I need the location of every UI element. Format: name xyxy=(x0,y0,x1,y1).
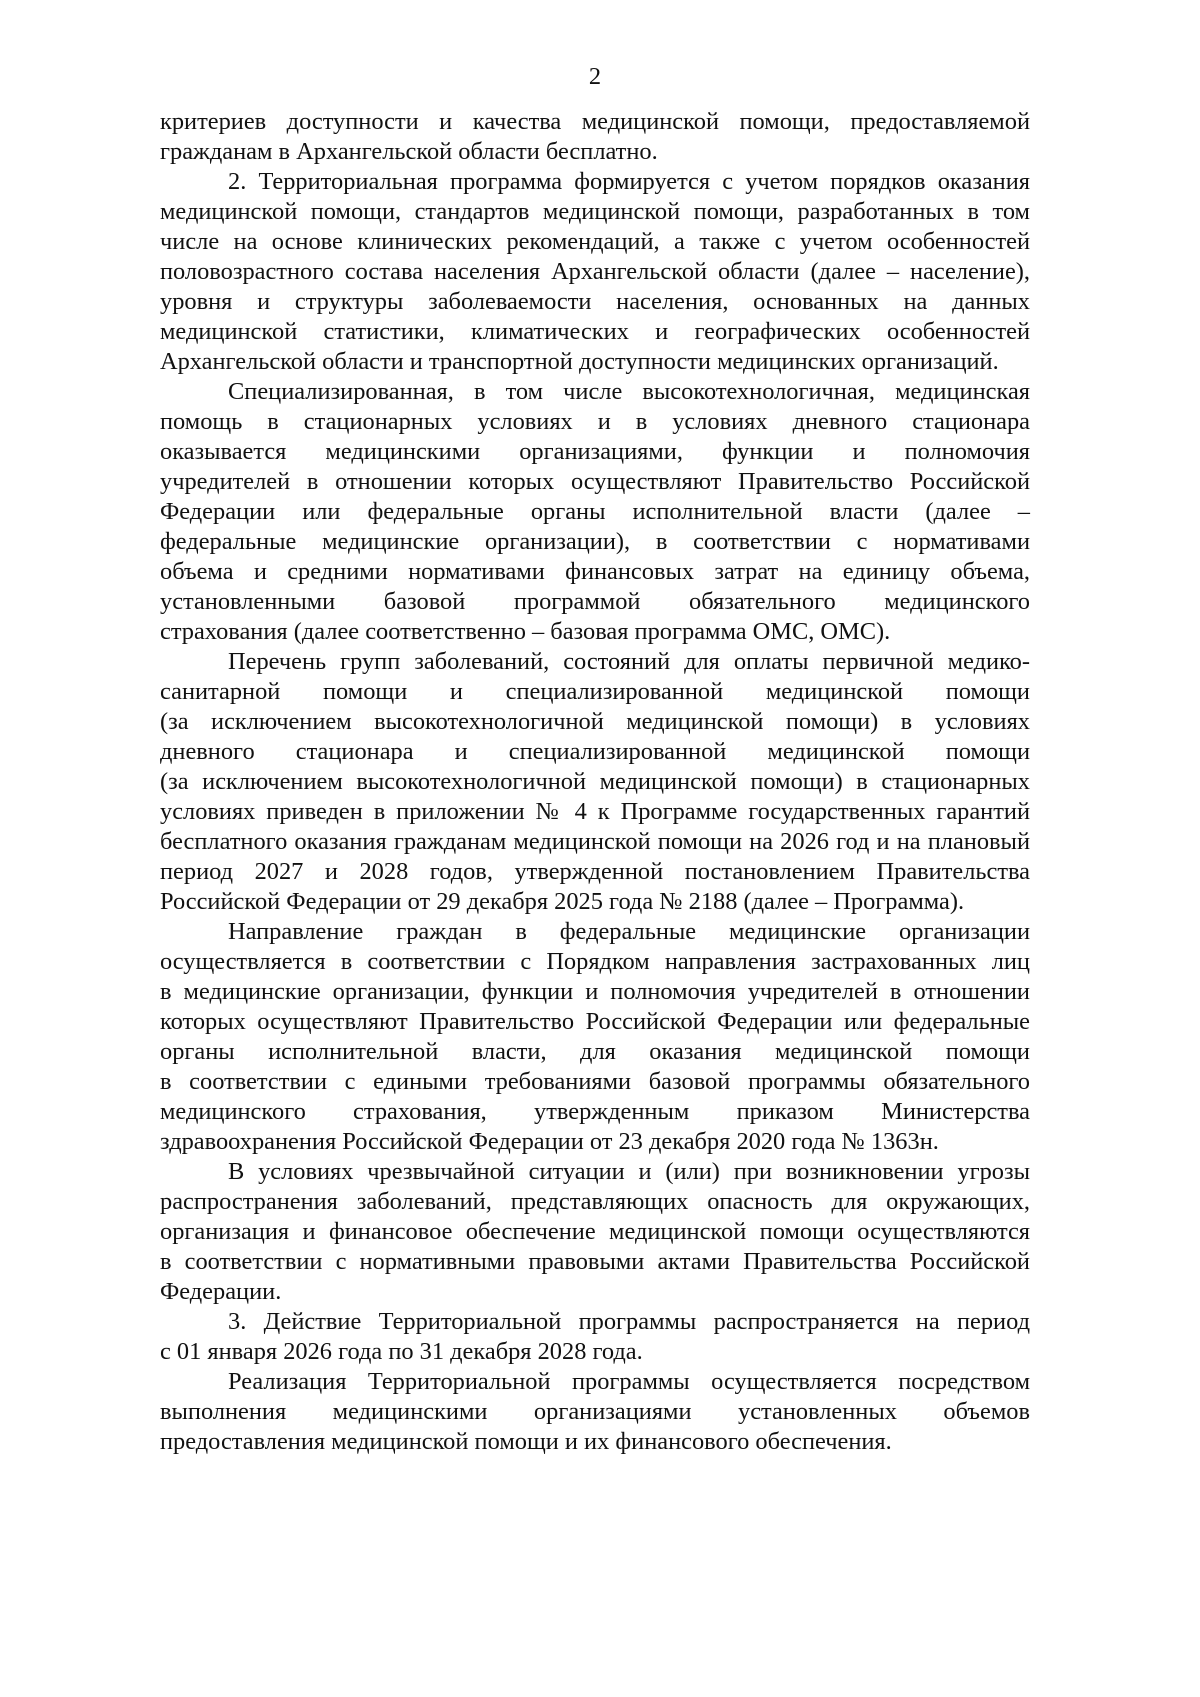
text-line: объема и средними нормативами финансовых затрат на единицу объема, xyxy=(160,558,1030,585)
text-line: в медицинские организации, функции и полномочия учредителей в отношении xyxy=(160,978,1030,1005)
text-line: период 2027 и 2028 годов, утвержденной постановлением Правительства xyxy=(160,858,1030,885)
text-line: организация и финансовое обеспечение медицинской помощи осуществляются xyxy=(160,1218,1030,1245)
text-line: в соответствии с нормативными правовыми актами Правительства Российской xyxy=(160,1248,1030,1275)
text-line: страхования (далее соответственно – базовая программа ОМС, ОМС). xyxy=(160,618,891,645)
text-line: (за исключением высокотехнологичной медицинской помощи) в условиях xyxy=(160,708,1030,735)
paragraph xyxy=(160,107,1030,167)
text-line: Федерации или федеральные органы исполнительной власти (далее – xyxy=(160,498,1030,525)
text-line: 3. Действие Территориальной программы распространяется на период xyxy=(228,1308,1030,1335)
text-line: предоставления медицинской помощи и их финансового обеспечения. xyxy=(160,1428,892,1455)
text-line: учредителей в отношении которых осуществляют Правительство Российской xyxy=(160,468,1030,495)
text-line: органы исполнительной власти, для оказания медицинской помощи xyxy=(160,1038,1030,1065)
text-line: в соответствии с едиными требованиями базовой программы обязательного xyxy=(160,1068,1030,1095)
text-line: условиях приведен в приложении № 4 к Программе государственных гарантий xyxy=(160,798,1030,825)
text-line: гражданам в Архангельской области бесплатно. xyxy=(160,138,658,165)
text-line: осуществляется в соответствии с Порядком направления застрахованных лиц xyxy=(160,948,1030,975)
paragraph xyxy=(160,917,1030,1157)
text-line: помощь в стационарных условиях и в условиях дневного стационара xyxy=(160,408,1030,435)
text-line: Федерации. xyxy=(160,1278,282,1305)
text-line: выполнения медицинскими организациями установленных объемов xyxy=(160,1398,1030,1425)
paragraph xyxy=(160,1157,1030,1307)
text-line: Направление граждан в федеральные медицинские организации xyxy=(228,918,1030,945)
text-line: Российской Федерации от 29 декабря 2025 года № 2188 (далее – Программа). xyxy=(160,888,965,915)
text-line: В условиях чрезвычайной ситуации и (или) при возникновении угрозы xyxy=(228,1158,1030,1185)
text-line: оказывается медицинскими организациями, функции и полномочия xyxy=(160,438,1030,465)
text-line: уровня и структуры заболеваемости населения, основанных на данных xyxy=(160,288,1030,315)
text-line: здравоохранения Российской Федерации от 23 декабря 2020 года № 1363н. xyxy=(160,1128,939,1155)
text-line: Специализированная, в том числе высокотехнологичная, медицинская xyxy=(228,378,1030,405)
paragraph xyxy=(160,377,1030,647)
text-line: санитарной помощи и специализированной медицинской помощи xyxy=(160,678,1030,705)
paragraph xyxy=(160,167,1030,377)
text-line: числе на основе клинических рекомендаций, а также с учетом особенностей xyxy=(160,228,1030,255)
text-line: Перечень групп заболеваний, состояний для оплаты первичной медико- xyxy=(228,648,1030,675)
text-line: Архангельской области и транспортной доступности медицинских организаций. xyxy=(160,348,999,375)
paragraph xyxy=(160,1307,1030,1367)
text-line: распространения заболеваний, представляющих опасность для окружающих, xyxy=(160,1188,1030,1215)
text-line: критериев доступности и качества медицинской помощи, предоставляемой xyxy=(160,108,1030,135)
paragraph xyxy=(160,647,1030,917)
text-line: (за исключением высокотехнологичной медицинской помощи) в стационарных xyxy=(160,768,1030,795)
text-line: бесплатного оказания гражданам медицинской помощи на 2026 год и на плановый xyxy=(160,828,1030,855)
text-line: медицинского страхования, утвержденным приказом Министерства xyxy=(160,1098,1030,1125)
text-line: 2. Территориальная программа формируется с учетом порядков оказания xyxy=(228,168,1030,195)
text-line: Реализация Территориальной программы осуществляется посредством xyxy=(228,1368,1030,1395)
page-number: 2 xyxy=(588,63,602,90)
paragraph xyxy=(160,1367,1030,1457)
text-line: медицинской помощи, стандартов медицинской помощи, разработанных в том xyxy=(160,198,1030,225)
text-line: с 01 января 2026 года по 31 декабря 2028 года. xyxy=(160,1338,643,1365)
document-body xyxy=(160,107,1030,1457)
text-line: половозрастного состава населения Архангельской области (далее – население), xyxy=(160,258,1030,285)
text-line: которых осуществляют Правительство Российской Федерации или федеральные xyxy=(160,1008,1030,1035)
text-line: установленными базовой программой обязательного медицинского xyxy=(160,588,1030,615)
text-line: дневного стационара и специализированной медицинской помощи xyxy=(160,738,1030,765)
text-line: медицинской статистики, климатических и географических особенностей xyxy=(160,318,1030,345)
text-line: федеральные медицинские организации), в соответствии с нормативами xyxy=(160,528,1030,555)
